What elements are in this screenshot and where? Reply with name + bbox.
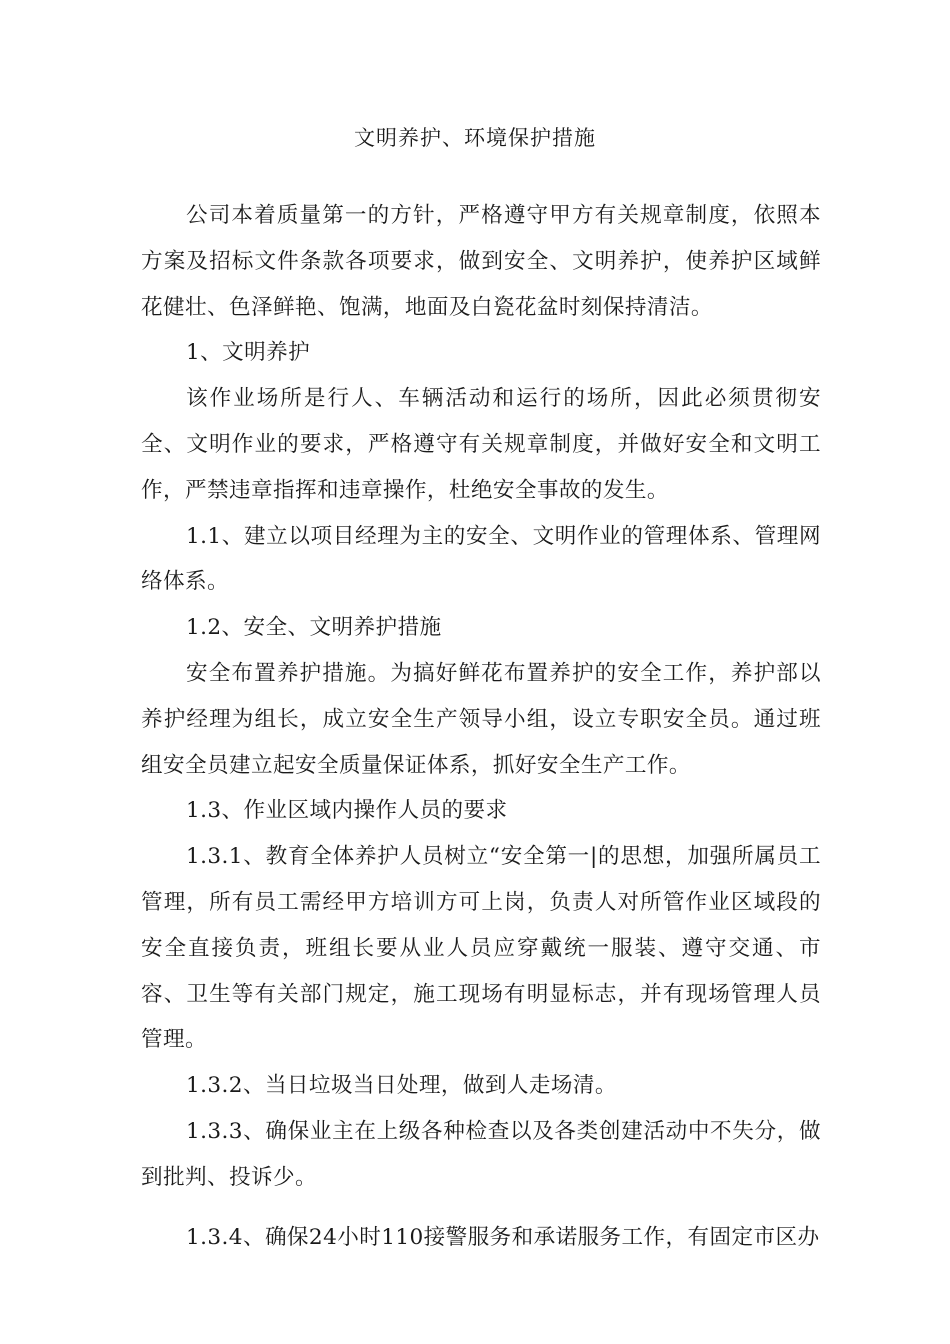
item-1-3-4-paragraph: 1.3.4、确保24小时110接警服务和承诺服务工作，有固定市区办 [186, 1224, 820, 1250]
item-1-3-2-paragraph: 1.3.2、当日垃圾当日处理，做到人走场清。 [186, 1073, 617, 1099]
intro-paragraph: 公司本着质量第一的方针，严格遵守甲方有关规章制度，依照本方案及招标文件条款各项要求，做到安全、文明养护，使养护区域鲜花健壮、色泽鲜艳、饱满，地面及白瓷花盆时刻保持清洁。 [141, 203, 821, 320]
item-1-3-1-paragraph: 1.3.1、教育全体养护人员树立“安全第一|的思想，加强所属员工管理，所有员工需经甲方培训方可上岗，负责人对所管作业区域段的安全直接负责，班组长要从业人员应穿戴统一服装、遵守交通、市容、卫生等有关部门规定，施工现场有明显标志，并有现场管理人员管理。 [141, 844, 821, 1053]
section-heading-1-2: 1.2、安全、文明养护措施 [186, 615, 442, 641]
item-1-3-3-paragraph: 1.3.3、确保业主在上级各种检查以及各类创建活动中不失分，做到批判、投诉少。 [141, 1118, 821, 1190]
section-1-paragraph: 该作业场所是行人、车辆活动和运行的场所，因此必须贯彻安全、文明作业的要求，严格遵守有关规章制度，并做好安全和文明工作，严禁违章指挥和违章操作，杜绝安全事故的发生。 [141, 386, 821, 503]
section-heading-1: 1、文明养护 [186, 340, 311, 366]
section-1-2-paragraph: 安全布置养护措施。为搞好鲜花布置养护的安全工作，养护部以养护经理为组长，成立安全生产领导小组，设立专职安全员。通过班组安全员建立起安全质量保证体系，抓好安全生产工作。 [141, 660, 821, 778]
section-heading-1-3: 1.3、作业区域内操作人员的要求 [186, 798, 508, 824]
document-body [141, 193, 821, 1260]
document-title: 文明养护、环境保护措施 [354, 126, 596, 150]
item-1-1-paragraph: 1.1、建立以项目经理为主的安全、文明作业的管理体系、管理网络体系。 [141, 523, 821, 595]
